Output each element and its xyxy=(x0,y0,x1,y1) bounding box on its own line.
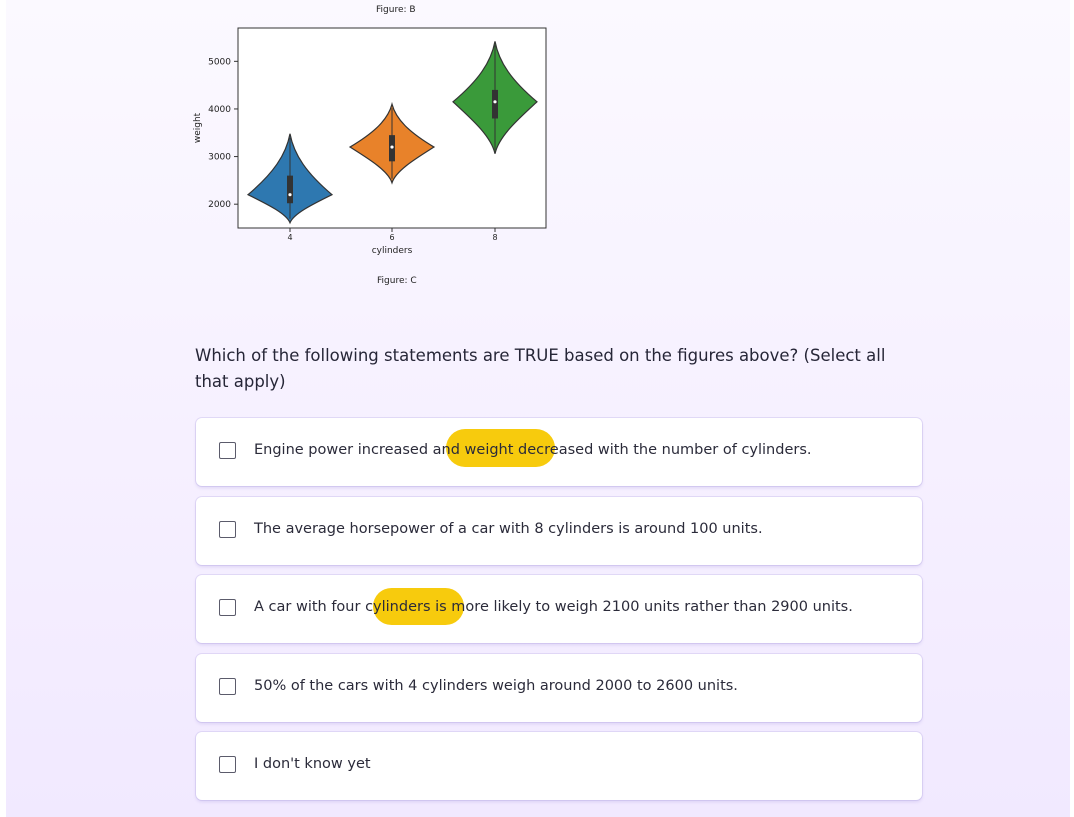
option-4[interactable] xyxy=(196,654,922,722)
violin-median-8 xyxy=(493,100,496,103)
x-axis-label: cylinders xyxy=(371,246,413,256)
option-3-checkbox[interactable] xyxy=(219,599,236,616)
y-tick-label: 3000 xyxy=(208,152,231,163)
question-text: Which of the following statements are TRUE based on the figures above? (Select all that apply) xyxy=(195,346,886,391)
option-2[interactable] xyxy=(196,497,922,565)
option-5[interactable] xyxy=(196,732,922,800)
violin-iqr-box-8 xyxy=(492,90,498,119)
figure-b-caption: Figure: B xyxy=(376,5,416,15)
option-5-checkbox[interactable] xyxy=(219,756,236,773)
violin-median-4 xyxy=(288,193,291,196)
option-1-checkbox[interactable] xyxy=(219,442,236,459)
x-tick-label: 4 xyxy=(287,233,293,242)
violin-chart xyxy=(6,0,606,300)
option-3-label: A car with four cylinders is more likely to weigh 2100 units rather than 2900 units. xyxy=(254,599,853,615)
x-tick-label: 8 xyxy=(492,233,498,242)
option-2-checkbox[interactable] xyxy=(219,521,236,538)
quiz-page xyxy=(6,0,1070,817)
violin-median-6 xyxy=(390,145,393,148)
option-4-checkbox[interactable] xyxy=(219,678,236,695)
option-5-label: I don't know yet xyxy=(254,756,371,772)
option-3[interactable] xyxy=(196,575,922,643)
option-1-label: Engine power increased and weight decreased with the number of cylinders. xyxy=(254,442,812,458)
option-1[interactable] xyxy=(196,418,922,486)
option-2-label: The average horsepower of a car with 8 cylinders is around 100 units. xyxy=(254,521,763,537)
violin-iqr-box-4 xyxy=(287,176,293,204)
option-4-label: 50% of the cars with 4 cylinders weigh around 2000 to 2600 units. xyxy=(254,678,738,694)
y-axis-label: weight xyxy=(193,112,203,144)
y-tick-label: 2000 xyxy=(208,200,231,211)
y-tick-label: 5000 xyxy=(208,57,231,68)
y-tick-label: 4000 xyxy=(208,104,231,115)
figure-c-caption: Figure: C xyxy=(377,276,417,286)
x-tick-label: 6 xyxy=(389,233,395,242)
